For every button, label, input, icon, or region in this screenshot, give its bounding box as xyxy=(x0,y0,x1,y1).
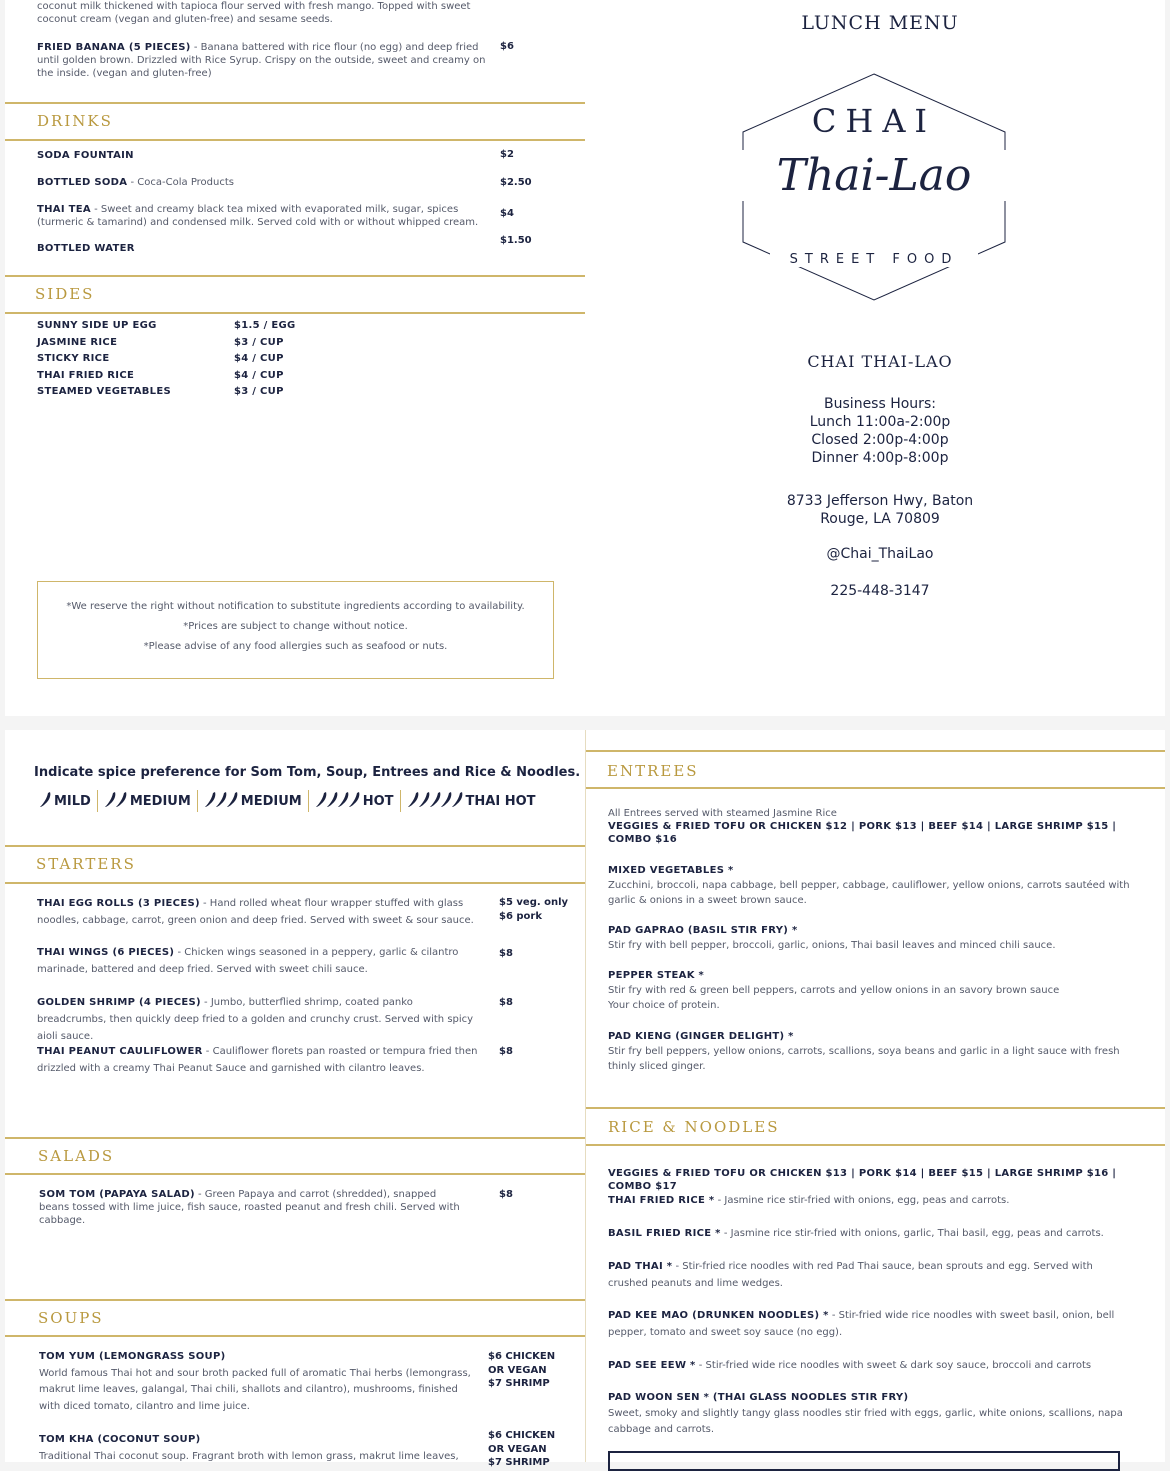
hours-line: Dinner 4:00p-8:00p xyxy=(811,450,949,466)
chili-pepper-icons xyxy=(104,790,128,808)
menu-item-fried-banana xyxy=(37,41,487,80)
item-name: THAI TEA xyxy=(37,204,91,215)
social-handle[interactable]: @Chai_ThaiLao xyxy=(826,546,934,562)
price-line: $7 SHRIMP xyxy=(488,1457,550,1468)
chili-icon xyxy=(430,792,440,807)
menu-item-soda-fountain xyxy=(37,149,492,162)
item-name: STICKY RICE xyxy=(37,353,110,364)
item-price: $2 xyxy=(500,149,514,160)
menu-item-thai-fried-rice xyxy=(608,1192,1133,1209)
chili-icon xyxy=(441,792,451,807)
item-price: $1.50 xyxy=(500,235,532,246)
item-desc: - Jumbo, butterflied shrimp, coated panko breadcrumbs, then quickly deep fried to a golden and crunchy crust. Served with spicy aioli sauce. xyxy=(37,997,474,1042)
menu-item-peanut-cauliflower xyxy=(37,1043,485,1077)
item-price xyxy=(488,1429,555,1470)
divider xyxy=(586,1107,1165,1109)
price-line: $7 SHRIMP xyxy=(488,1378,550,1389)
logo-script-text: Thai-Lao xyxy=(740,150,1008,201)
spice-label: THAI HOT xyxy=(465,793,536,809)
menu-item-pad-gaprao xyxy=(608,923,1133,953)
restaurant-name: CHAI THAI-LAO xyxy=(807,352,953,371)
chili-icon xyxy=(349,792,359,807)
menu-item-pad-woon-sen xyxy=(608,1390,1148,1438)
item-name: PAD KEE MAO (DRUNKEN NOODLES) * xyxy=(608,1310,829,1321)
dessert-desc-text: coconut milk thickened with tapioca flour served with fresh mango. Topped with sweet coconut cream (vegan and gluten-free) and sesame seeds. xyxy=(37,1,471,25)
menu-item-tom-yum xyxy=(39,1349,471,1415)
item-name: SODA FOUNTAIN xyxy=(37,150,134,161)
hours-line: Lunch 11:00a-2:00p xyxy=(809,414,951,430)
spice-label: HOT xyxy=(362,793,394,809)
item-name: PEPPER STEAK * xyxy=(608,970,705,981)
item-price xyxy=(499,896,568,924)
item-price: $8 xyxy=(499,1046,513,1057)
spice-label: MEDIUM xyxy=(129,793,191,809)
menu-item-mixed-vegetables xyxy=(608,863,1133,908)
menu-page-front xyxy=(5,0,1165,716)
divider xyxy=(586,750,1165,752)
item-name: THAI WINGS (6 PIECES) xyxy=(37,947,175,958)
item-price: $2.50 xyxy=(500,177,532,188)
logo-top-text: CHAI xyxy=(811,102,937,140)
spice-legend xyxy=(33,790,542,812)
item-desc: - Hand rolled wheat flour wrapper stuffed with glass noodles, cabbage, carrot, green onion and deep fried. Served with sweet & sour sauce. xyxy=(37,898,474,926)
price-line: OR VEGAN xyxy=(488,1364,547,1376)
price-line: $6 CHICKEN xyxy=(488,1351,556,1362)
item-desc: Stir fry with red & green bell peppers, carrots and yellow onions in an savory brown sauce xyxy=(608,985,1060,996)
spice-level-hot xyxy=(309,790,401,812)
chili-icon xyxy=(316,792,326,807)
item-desc: Traditional Thai coconut soup. Fragrant broth with lemon grass, makrut lime leaves, xyxy=(39,1450,459,1462)
chili-icon xyxy=(39,790,52,812)
business-hours xyxy=(595,395,1165,467)
item-name: PAD GAPRAO (BASIL STIR FRY) * xyxy=(608,925,798,936)
chili-icon xyxy=(205,792,215,807)
item-desc: - Stir-fried rice noodles with red Pad Thai sauce, bean sprouts and egg. Served with crushed peanuts and lime wedges. xyxy=(608,1261,1093,1289)
menu-item-thai-tea xyxy=(37,203,495,229)
entrees-note: All Entrees served with steamed Jasmine Rice xyxy=(608,808,837,819)
chili-icon xyxy=(105,792,115,807)
item-price: $8 xyxy=(499,948,513,959)
chili-icon xyxy=(327,792,337,807)
list-item xyxy=(37,370,337,387)
item-price: $4 / CUP xyxy=(234,353,284,364)
item-desc: - Sweet and creamy black tea mixed with evaporated milk, sugar, spices (turmeric & tamarind) and condensed milk. Served cold with or without whipped cream. xyxy=(37,204,479,228)
chili-icon xyxy=(408,792,418,807)
section-title-drinks: DRINKS xyxy=(37,112,113,130)
item-name: PAD WOON SEN * (THAI GLASS NOODLES STIR FRY) xyxy=(608,1392,909,1403)
column-divider xyxy=(585,730,586,1462)
address xyxy=(595,492,1165,528)
chili-pepper-icons xyxy=(204,790,239,808)
sides-list xyxy=(37,320,337,403)
chili-icon xyxy=(338,792,348,807)
pricing-line: VEGGIES & FRIED TOFU OR CHICKEN $13 | PORK $14 | BEEF $15 | LARGE SHRIMP $16 | COMBO $17 xyxy=(608,1168,1117,1192)
section-title-entrees: ENTREES xyxy=(607,762,699,780)
phone-number[interactable]: 225-448-3147 xyxy=(830,583,930,599)
chili-pepper-icons xyxy=(39,790,52,808)
address-line: Rouge, LA 70809 xyxy=(820,511,940,527)
chili-icon xyxy=(216,792,226,807)
spice-heading: Indicate spice preference for Som Tom, Soup, Entrees and Rice & Noodles. xyxy=(34,765,581,780)
item-desc: Zucchini, broccoli, napa cabbage, bell pepper, cabbage, cauliflower, yellow onions, carrots sautéed with garlic & onions in a sweet brown sauce. xyxy=(608,880,1130,906)
section-title-sides: SIDES xyxy=(35,285,95,303)
chili-icon xyxy=(315,790,361,812)
item-name: SOM TOM (PAPAYA SALAD) xyxy=(39,1189,195,1200)
item-desc: - Chicken wings seasoned in a peppery, garlic & cilantro marinade, battered and deep fried. Served with sweet chili sauce. xyxy=(37,947,459,975)
price-line: $6 pork xyxy=(499,911,543,922)
menu-item-pad-thai xyxy=(608,1258,1123,1292)
item-desc: Stir fry with bell pepper, broccoli, garlic, onions, Thai basil leaves and minced chili sauce. xyxy=(608,940,1056,951)
item-price: $3 / CUP xyxy=(234,336,284,348)
item-name: JASMINE RICE xyxy=(37,336,118,348)
spice-level-medium-3 xyxy=(198,790,309,812)
item-name: THAI FRIED RICE xyxy=(37,369,135,381)
chili-pepper-icons xyxy=(407,790,464,808)
divider xyxy=(5,139,585,141)
menu-item-pepper-steak xyxy=(608,968,1133,1013)
divider xyxy=(5,1299,585,1301)
item-name: TOM YUM (LEMONGRASS SOUP) xyxy=(39,1351,226,1362)
spice-label: MEDIUM xyxy=(240,793,302,809)
chili-icon xyxy=(40,792,50,807)
hours-title: Business Hours: xyxy=(824,396,936,412)
menu-item-som-tom xyxy=(39,1188,469,1227)
item-desc: - Jasmine rice stir-fried with onions, garlic, Thai basil, egg, peas and carrots. xyxy=(720,1228,1104,1239)
price-line: OR VEGAN xyxy=(488,1443,547,1455)
dessert-partial-description xyxy=(37,0,492,26)
menu-item-pad-kee-mao xyxy=(608,1307,1156,1341)
divider xyxy=(5,1173,585,1175)
item-name: TOM KHA (COCONUT SOUP) xyxy=(39,1434,201,1445)
item-desc: - Stir-fried wide rice noodles with sweet basil, onion, bell pepper, tomato and sweet soy sauce (no egg). xyxy=(608,1310,1115,1338)
notice-line: *Please advise of any food allergies such as seafood or nuts. xyxy=(143,641,448,652)
item-desc: - Green Papaya and carrot (shredded), snapped beans tossed with lime juice, fish sauce, roasted peanut and fresh chili. Served with cabbage. xyxy=(39,1189,460,1226)
item-name: THAI EGG ROLLS (3 PIECES) xyxy=(37,898,200,909)
item-name: THAI FRIED RICE * xyxy=(608,1195,715,1206)
item-desc: Sweet, smoky and slightly tangy glass noodles stir fried with eggs, garlic, white onions, scallions, napa cabbage and carrots. xyxy=(608,1408,1123,1435)
entrees-pricing: VEGGIES & FRIED TOFU OR CHICKEN $12 | PORK $13 | BEEF $14 | LARGE SHRIMP $15 | COMBO $16 xyxy=(608,821,1117,845)
divider xyxy=(5,1335,585,1337)
section-title-rice-noodles: RICE & NOODLES xyxy=(608,1118,780,1136)
chili-icon xyxy=(407,790,464,812)
menu-item-thai-wings xyxy=(37,944,467,978)
item-desc: Stir fry bell peppers, yellow onions, carrots, scallions, soya beans and garlic in a light sauce with fresh thinly sliced ginger. xyxy=(608,1046,1120,1072)
item-name: GOLDEN SHRIMP (4 PIECES) xyxy=(37,997,201,1008)
list-item xyxy=(37,337,337,354)
item-price: $3 / CUP xyxy=(234,386,284,397)
item-desc: World famous Thai hot and sour broth packed full of aromatic Thai herbs (lemongrass, makrut lime leaves, galangal, Thai chili, shallots and cilantro), mushrooms, finished with diced tomato, cilantro and lime juice. xyxy=(39,1367,471,1412)
divider xyxy=(586,1144,1165,1146)
menu-page-inside xyxy=(5,730,1165,1468)
spice-label: MILD xyxy=(54,793,91,809)
item-price xyxy=(488,1350,555,1391)
hours-line: Closed 2:00p-4:00p xyxy=(811,432,949,448)
chili-icon xyxy=(419,792,429,807)
restaurant-logo xyxy=(740,72,1008,302)
notice-line: *We reserve the right without notification to substitute ingredients according to availability. xyxy=(66,601,525,612)
item-name: MIXED VEGETABLES * xyxy=(608,865,734,876)
price-line: $6 CHICKEN xyxy=(488,1430,556,1441)
item-price: $6 xyxy=(500,41,514,52)
entrees-header xyxy=(608,807,1148,846)
menu-item-pad-kieng xyxy=(608,1029,1133,1074)
logo-bottom-text: STREET FOOD xyxy=(770,252,978,267)
item-price: $4 / CUP xyxy=(234,369,284,381)
item-name: SUNNY SIDE UP EGG xyxy=(37,320,157,331)
spice-level-mild xyxy=(33,790,98,812)
list-item xyxy=(37,353,337,370)
item-name: STEAMED VEGETABLES xyxy=(37,386,171,397)
item-desc: Your choice of protein. xyxy=(608,1000,720,1011)
divider xyxy=(5,882,585,884)
chili-icon xyxy=(227,792,237,807)
menu-item-bottled-water xyxy=(37,242,492,255)
notice-line: *Prices are subject to change without notice. xyxy=(183,621,408,632)
item-name: FRIED BANANA (5 PIECES) xyxy=(37,42,191,53)
menu-item-basil-fried-rice xyxy=(608,1225,1133,1242)
spice-level-thai-hot xyxy=(401,790,542,812)
item-desc: - Coca-Cola Products xyxy=(127,177,234,188)
item-name: PAD SEE EEW * xyxy=(608,1360,696,1371)
item-price: $8 xyxy=(499,997,513,1008)
menu-item-egg-rolls xyxy=(37,895,487,929)
lunch-menu-heading: LUNCH MENU xyxy=(801,12,959,34)
divider xyxy=(5,102,585,104)
divider xyxy=(586,787,1165,789)
section-title-starters: STARTERS xyxy=(36,855,136,873)
item-name: PAD THAI * xyxy=(608,1261,673,1272)
item-price: $1.5 / EGG xyxy=(234,320,296,331)
divider xyxy=(5,845,585,847)
item-desc: - Stir-fried wide rice noodles with sweet & dark soy sauce, broccoli and carrots xyxy=(695,1360,1092,1371)
chili-icon xyxy=(452,792,462,807)
item-price: $8 xyxy=(499,1189,513,1200)
item-desc: - Jasmine rice stir-fried with onions, egg, peas and carrots. xyxy=(714,1195,1010,1206)
menu-item-pad-see-eew xyxy=(608,1357,1156,1374)
menu-item-tom-kha xyxy=(39,1432,471,1465)
bottom-box xyxy=(608,1451,1120,1471)
menu-item-golden-shrimp xyxy=(37,994,485,1045)
spice-level-medium xyxy=(98,790,198,812)
section-title-soups: SOUPS xyxy=(38,1309,104,1327)
list-item xyxy=(37,386,337,403)
list-item xyxy=(37,320,337,337)
divider xyxy=(5,312,585,314)
address-line: 8733 Jefferson Hwy, Baton xyxy=(786,493,974,509)
item-name: BASIL FRIED RICE * xyxy=(608,1228,721,1239)
item-name: PAD KIENG (GINGER DELIGHT) * xyxy=(608,1031,794,1042)
chili-icon xyxy=(204,790,239,812)
item-price: $4 xyxy=(500,208,514,219)
section-title-salads: SALADS xyxy=(38,1147,115,1165)
chili-icon xyxy=(104,790,128,812)
item-desc: - Cauliflower florets pan roasted or tempura fried then drizzled with a creamy Thai Peanut Sauce and garnished with cilantro leaves. xyxy=(37,1046,478,1074)
item-name: BOTTLED WATER xyxy=(37,243,135,254)
chili-pepper-icons xyxy=(315,790,361,808)
chili-icon xyxy=(116,792,126,807)
divider xyxy=(5,275,585,277)
notice-box xyxy=(37,581,554,679)
menu-item-bottled-soda xyxy=(37,176,492,189)
rice-noodles-pricing xyxy=(608,1167,1148,1193)
item-name: THAI PEANUT CAULIFLOWER xyxy=(37,1046,203,1057)
item-name: BOTTLED SODA xyxy=(37,177,128,188)
item-desc: - Banana battered with rice flour (no egg) and deep fried until golden brown. Drizzled with Rice Syrup. Crispy on the outside, sweet and creamy on the inside. (vegan and gluten-free) xyxy=(37,42,486,79)
divider xyxy=(5,1137,585,1139)
price-line: $5 veg. only xyxy=(499,897,569,908)
